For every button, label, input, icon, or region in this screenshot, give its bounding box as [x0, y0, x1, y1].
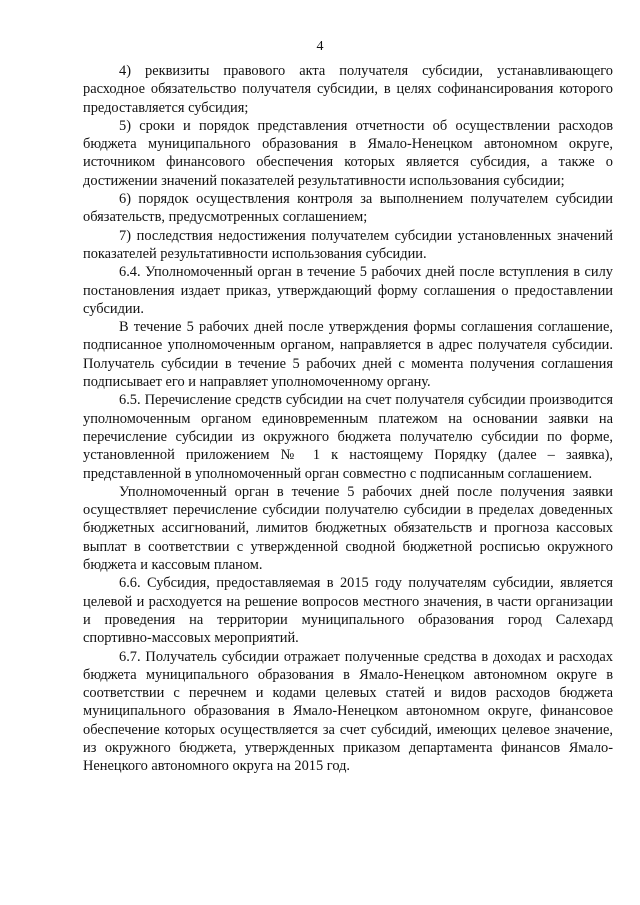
paragraph-item-4: 4) реквизиты правового акта получателя субсидии, устанавливающего расходное обязательство получателя субсидии, в целях софинансирования которого предоставляется субсидия; [83, 63, 613, 116]
paragraph-6-4: 6.4. Уполномоченный орган в течение 5 рабочих дней после вступления в силу постановления издает приказ, утверждающий форму соглашения о предоставлении субсидии. [83, 264, 613, 317]
paragraph-item-5: 5) сроки и порядок представления отчетности об осуществлении расходов бюджета муниципального образования в Ямало-Ненецком автономном округе, источником финансового обеспечения которых является субсидия, а также о достижении значений показателей результативности использования субсидии; [83, 117, 613, 189]
paragraph-6-5: 6.5. Перечисление средств субсидии на счет получателя субсидии производится уполномоченным органом единовременным платежом на основании заявки на перечисление субсидии из окружного бюджета получателю субсидии по форме, установленной приложением № 1 к настоящему Порядку (далее – заявка), представленной в уполномоченный орган совместно с подписанным соглашением. [83, 392, 613, 482]
paragraph-6-4-continued: В течение 5 рабочих дней после утверждения формы соглашения соглашение, подписанное уполномоченным органом, направляется в адрес получателя субсидии. Получатель субсидии в течение 5 рабочих дней с момента получения соглашения подписывает его и направляет уполномоченному органу. [83, 319, 613, 391]
paragraph-6-5-continued: Уполномоченный орган в течение 5 рабочих дней после получения заявки осуществляет перечисление субсидии получателю субсидии в пределах доведенных бюджетных ассигнований, лимитов бюджетных обязательств и прогноза кассовых выплат в соответствии с утвержденной сводной бюджетной росписью окружного бюджета и кассовым планом. [83, 483, 613, 574]
document-body [83, 62, 613, 776]
paragraph-item-7: 7) последствия недостижения получателем субсидии установленных значений показателей результативности использования субсидии. [83, 227, 613, 262]
page-number: 4 [316, 39, 324, 54]
paragraph-6-7: 6.7. Получатель субсидии отражает полученные средства в доходах и расходах бюджета муниципального образования в Ямало-Ненецком автономном округе в соответствии с перечнем и кодами целевых статей и видов расходов бюджета муниципального образования в Ямало-Ненецком автономном округе, финансовое обеспечение которых осуществляется за счет субсидий, имеющих целевое значение, из окружного бюджета, утвержденных приказом департамента финансов Ямало-Ненецкого автономного округа на 2015 год. [83, 648, 613, 775]
paragraph-6-6: 6.6. Субсидия, предоставляемая в 2015 году получателям субсидии, является целевой и расходуется на решение вопросов местного значения, в части организации и проведения на территории муниципального образования город Салехард спортивно-массовых мероприятий. [83, 575, 613, 647]
paragraph-item-6: 6) порядок осуществления контроля за выполнением получателем субсидии обязательств, предусмотренных соглашением; [83, 191, 613, 226]
